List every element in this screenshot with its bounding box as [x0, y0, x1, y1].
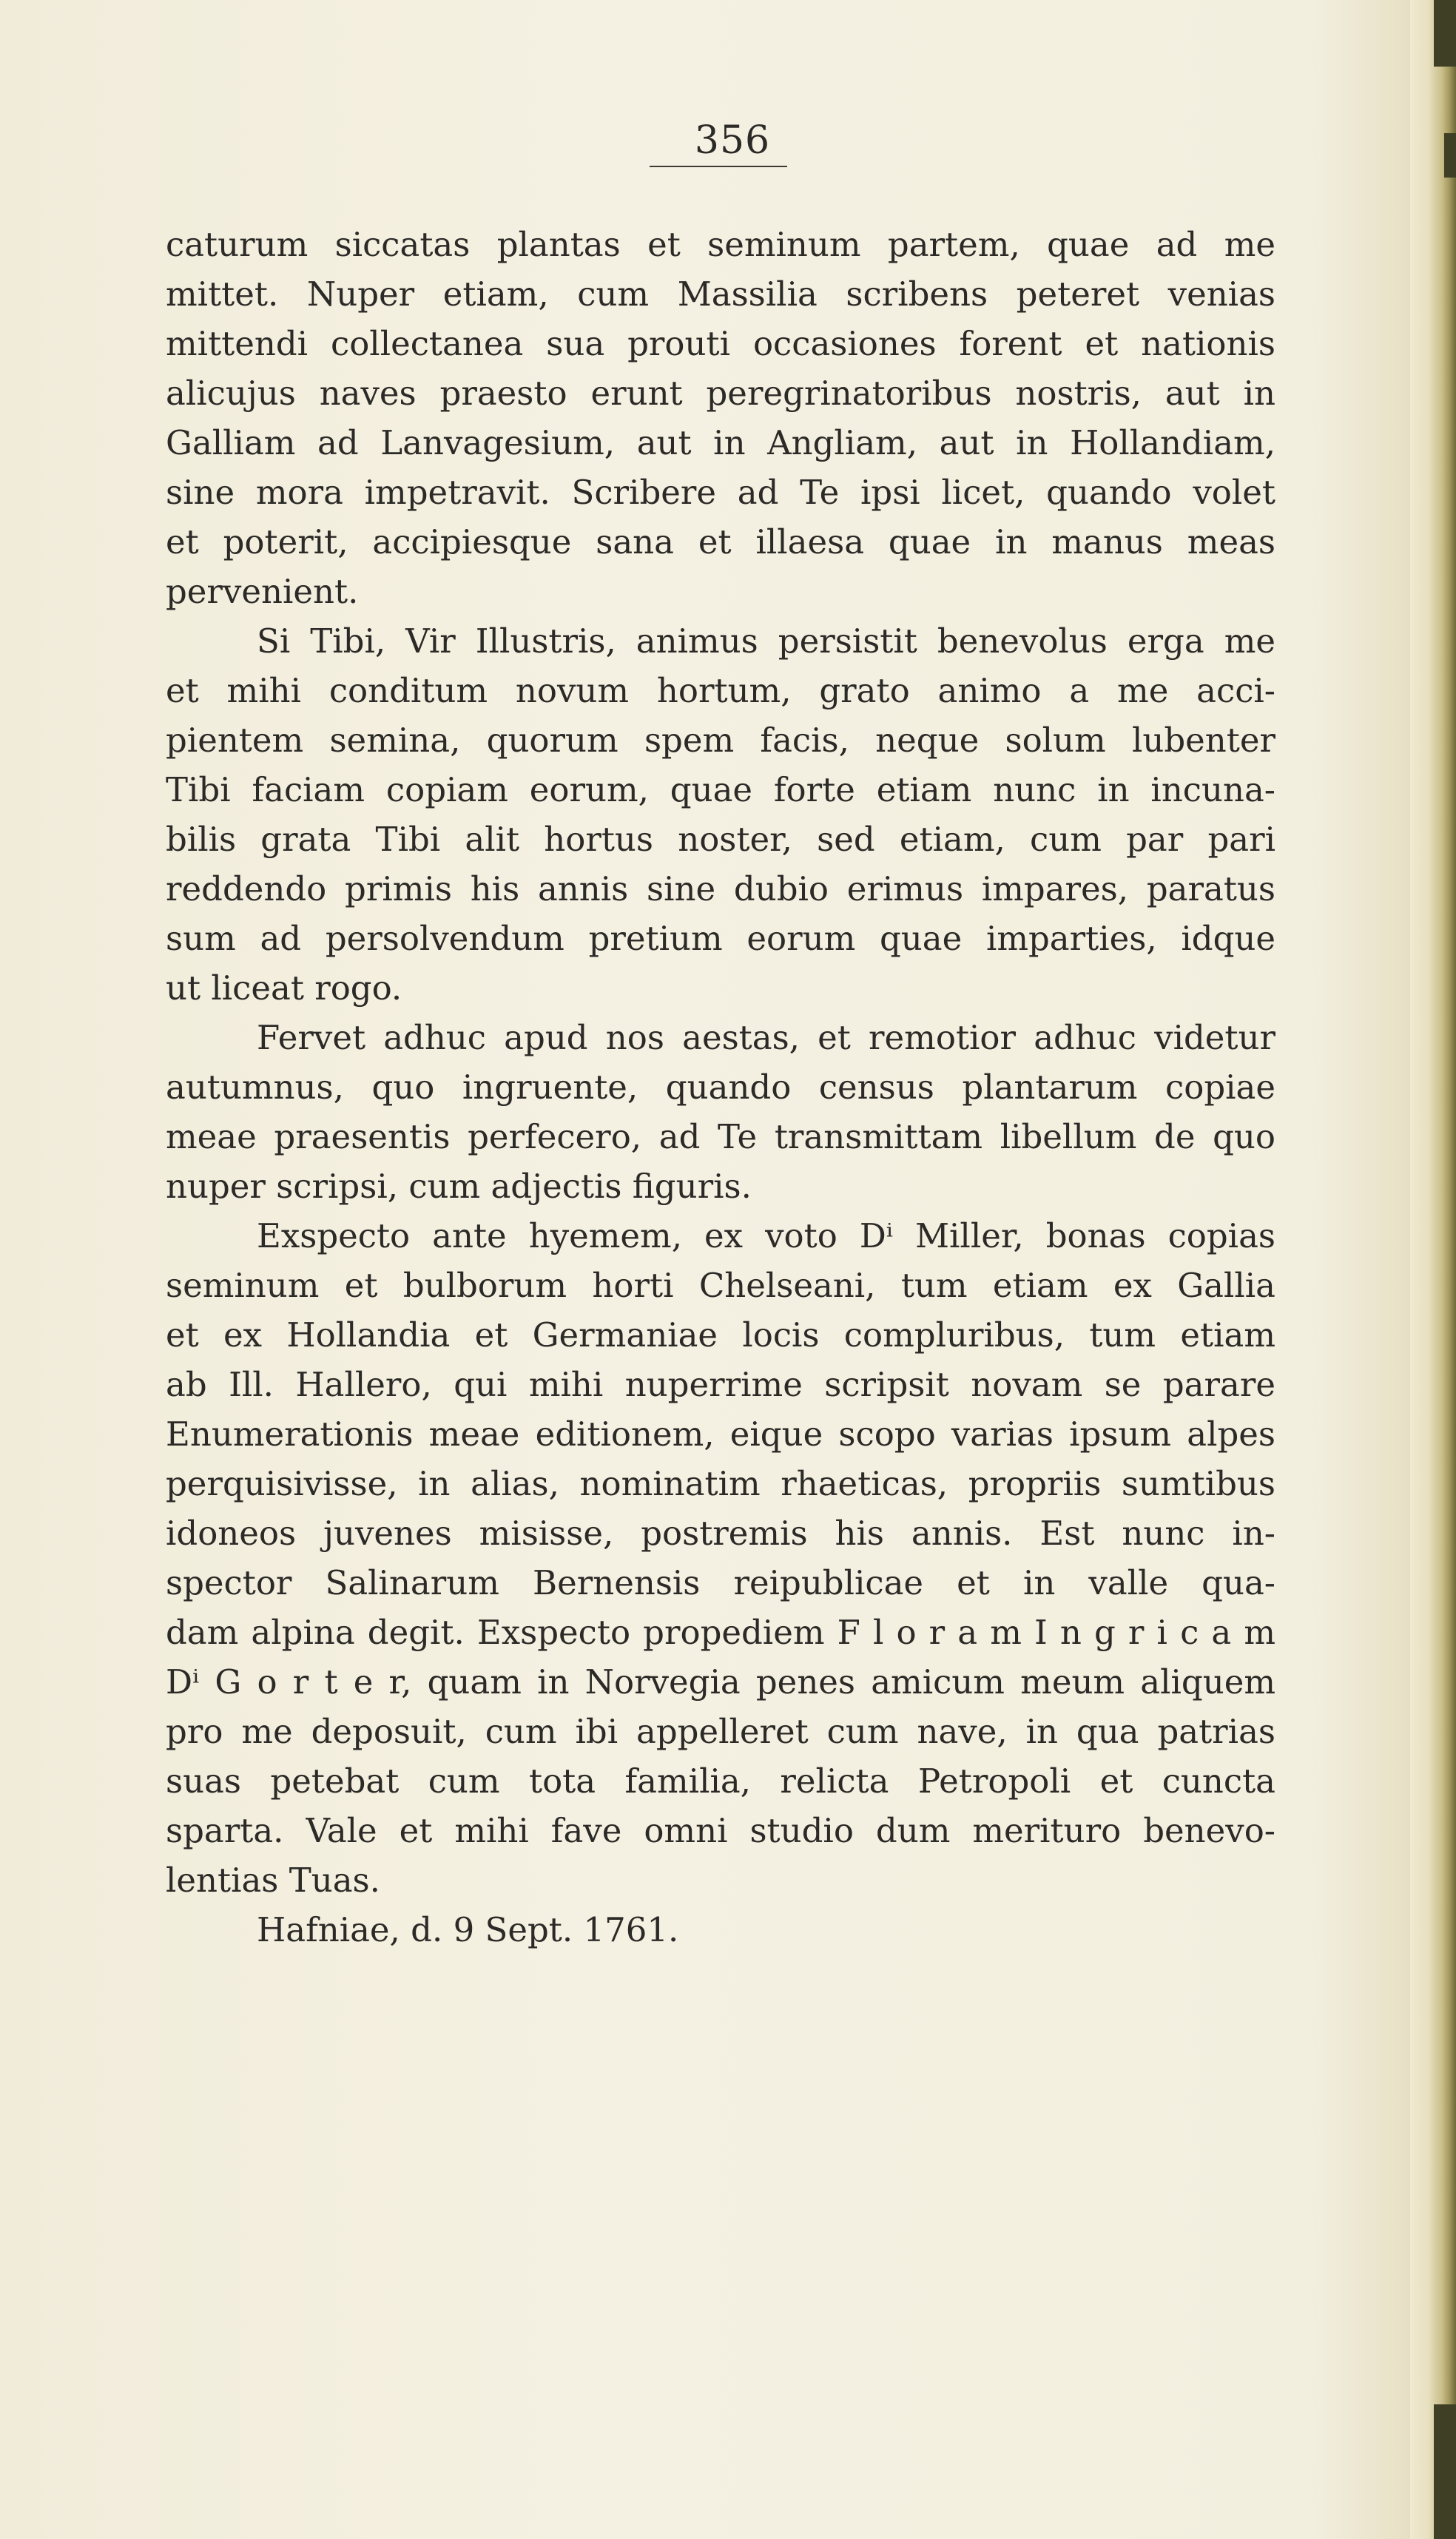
text-line: Galliam ad Lanvagesium, aut in Angliam, aut in Hollandiam, — [166, 423, 1275, 462]
text-line: idoneos juvenes misisse, postremis his annis. Est nunc in- — [166, 1514, 1275, 1553]
text-line: lentias Tuas. — [166, 1861, 380, 1900]
text-line: mittendi collectanea sua prouti occasiones forent et nationis — [166, 324, 1275, 363]
text-line: mittet. Nuper etiam, cum Massilia scribens peteret venias — [166, 274, 1275, 314]
text-line: et poterit, accipiesque sana et illaesa quae in manus meas — [166, 522, 1275, 562]
text-line: Si Tibi, Vir Illustris, animus persistit benevolus erga me — [257, 621, 1275, 661]
closing-line: Hafniae, d. 9 Sept. 1761. — [257, 1910, 679, 1949]
text-line: pervenient. — [166, 572, 359, 611]
text-line: et mihi conditum novum hortum, grato animo a me acci- — [166, 671, 1275, 710]
text-line: reddendo primis his annis sine dubio erimus impares, paratus — [166, 869, 1275, 908]
text-line: autumnus, quo ingruente, quando census plantarum copiae — [166, 1068, 1275, 1107]
edge-mark — [1434, 2404, 1456, 2539]
text-line: dam alpina degit. Exspecto propediem F l o r a m I n g r i c a m — [166, 1613, 1275, 1652]
text-line: alicujus naves praesto erunt peregrinatoribus nostris, aut in — [166, 374, 1275, 413]
text-line: sparta. Vale et mihi fave omni studio dum merituro benevo- — [166, 1811, 1275, 1850]
text-line: perquisivisse, in alias, nominatim rhaeticas, propriis sumtibus — [166, 1464, 1275, 1503]
body-text — [166, 220, 1275, 1955]
page-edge — [1410, 0, 1456, 2539]
text-line: Dⁱ G o r t e r, quam in Norvegia penes amicum meum aliquem — [166, 1662, 1275, 1702]
text-line: ut liceat rogo. — [166, 968, 402, 1008]
text-line: spector Salinarum Bernensis reipublicae et in valle qua- — [166, 1563, 1275, 1602]
text-line: pro me deposuit, cum ibi appelleret cum nave, in qua patrias — [166, 1712, 1275, 1751]
edge-mark — [1434, 0, 1456, 67]
text-line: seminum et bulborum horti Chelseani, tum etiam ex Gallia — [166, 1266, 1275, 1305]
text-line: nuper scripsi, cum adjectis figuris. — [166, 1167, 752, 1206]
text-line: suas petebat cum tota familia, relicta Petropoli et cuncta — [166, 1761, 1275, 1801]
edge-mark — [1444, 133, 1456, 178]
text-line: Exspecto ante hyemem, ex voto Dⁱ Miller, bonas copias — [257, 1216, 1275, 1255]
text-line: meae praesentis perfecero, ad Te transmittam libellum de quo — [166, 1117, 1275, 1156]
text-line: ab Ill. Hallero, qui mihi nuperrime scripsit novam se parare — [166, 1365, 1275, 1404]
text-line: caturum siccatas plantas et seminum partem, quae ad me — [166, 225, 1275, 264]
text-line: sum ad persolvendum pretium eorum quae imparties, idque — [166, 919, 1275, 958]
text-line: Tibi faciam copiam eorum, quae forte etiam nunc in incuna- — [166, 770, 1275, 809]
text-line: pientem semina, quorum spem facis, neque solum lubenter — [166, 721, 1275, 760]
page-number-rule — [650, 166, 787, 167]
page-number: 356 — [694, 118, 771, 163]
text-line: sine mora impetravit. Scribere ad Te ipsi licet, quando volet — [166, 473, 1275, 512]
text-line: Enumerationis meae editionem, eique scopo varias ipsum alpes — [166, 1415, 1275, 1454]
text-line: et ex Hollandia et Germaniae locis compluribus, tum etiam — [166, 1315, 1275, 1355]
text-line: Fervet adhuc apud nos aestas, et remotior adhuc videtur — [257, 1018, 1275, 1057]
text-line: bilis grata Tibi alit hortus noster, sed etiam, cum par pari — [166, 820, 1275, 859]
